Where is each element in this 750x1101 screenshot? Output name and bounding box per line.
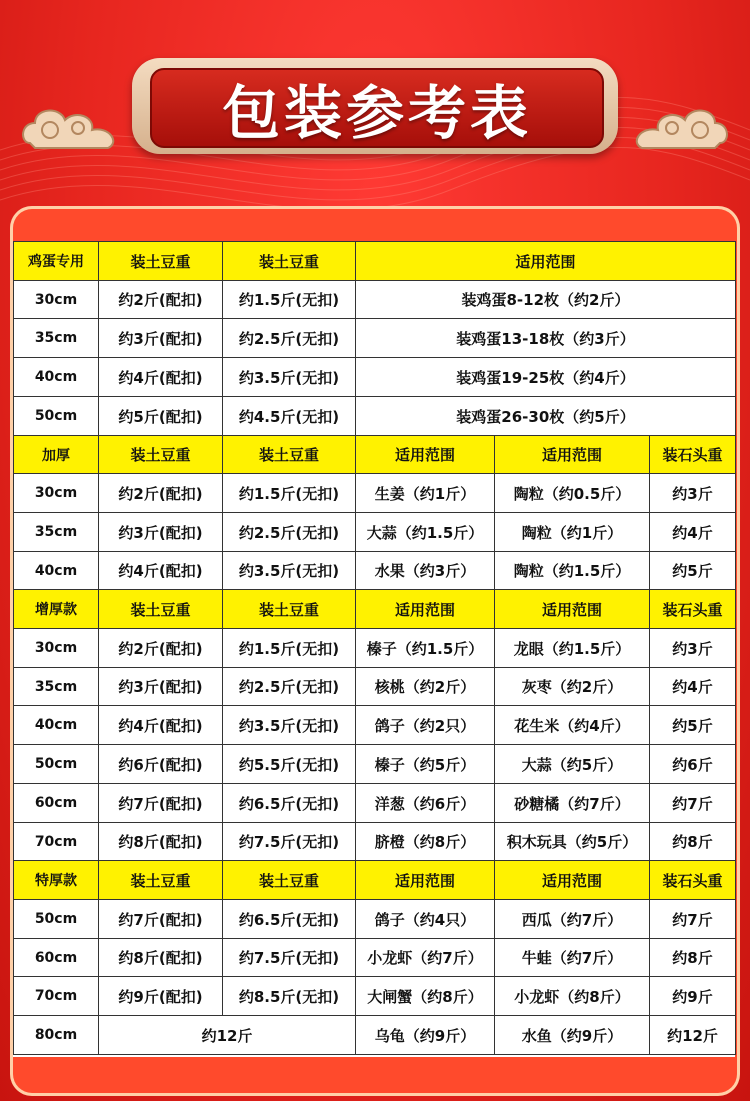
table-cell: 约3斤: [649, 473, 736, 513]
table-cell: 约4斤(配扣): [98, 705, 223, 745]
table-cell: 鸽子（约2只）: [355, 705, 495, 745]
table-cell: 80cm: [13, 1015, 99, 1055]
table-cell: 35cm: [13, 667, 99, 706]
title-banner: [20, 48, 730, 168]
table-cell: 约7斤(配扣): [98, 899, 223, 939]
table-cell: 核桃（约2斤）: [355, 667, 495, 706]
table-cell: 陶粒（约1斤）: [494, 512, 650, 552]
table-cell: 约2.5斤(无扣): [222, 318, 356, 358]
table-cell: 约2.5斤(无扣): [222, 667, 356, 706]
table-cell: 西瓜（约7斤）: [494, 899, 650, 939]
table-header-cell: 适用范围: [355, 241, 736, 281]
table-cell: 约8斤: [649, 822, 736, 861]
table-cell: 约2斤(配扣): [98, 473, 223, 513]
table-cell: 35cm: [13, 318, 99, 358]
table-cell: 约4斤: [649, 667, 736, 706]
table-cell: 约3斤(配扣): [98, 318, 223, 358]
table-cell: 牛蛙（约7斤）: [494, 938, 650, 977]
table-header-cell: 适用范围: [355, 860, 495, 900]
table-header-cell: 适用范围: [494, 435, 650, 474]
table-cell: 约1.5斤(无扣): [222, 473, 356, 513]
table-cell: 约8.5斤(无扣): [222, 976, 356, 1016]
table-cell: 龙眼（约1.5斤）: [494, 628, 650, 668]
table-header-cell: 装土豆重: [98, 589, 223, 629]
auspicious-cloud-icon: [20, 98, 140, 158]
table-cell: 约3斤: [649, 628, 736, 668]
table-cell: 脐橙（约8斤）: [355, 822, 495, 861]
table-cell: 约3斤(配扣): [98, 667, 223, 706]
table-cell: 约5斤: [649, 705, 736, 745]
table-cell: 鸽子（约4只）: [355, 899, 495, 939]
table-header-cell: 装土豆重: [222, 860, 356, 900]
table-cell: 约2斤(配扣): [98, 628, 223, 668]
table-cell: 约6斤: [649, 744, 736, 784]
table-cell: 装鸡蛋8-12枚（约2斤）: [355, 280, 736, 319]
table-cell: 约5.5斤(无扣): [222, 744, 356, 784]
table-cell: 30cm: [13, 473, 99, 513]
table-cell: 约4斤: [649, 512, 736, 552]
table-cell: 生姜（约1斤）: [355, 473, 495, 513]
table-cell: 约8斤(配扣): [98, 938, 223, 977]
table-cell: 约8斤(配扣): [98, 822, 223, 861]
table-header-cell: 适用范围: [355, 435, 495, 474]
table-cell: 灰枣（约2斤）: [494, 667, 650, 706]
table-header-cell: 加厚: [13, 435, 99, 474]
table-cell: 约3.5斤(无扣): [222, 551, 356, 590]
table-header-cell: 装土豆重: [222, 241, 356, 281]
table-cell: 小龙虾（约8斤）: [494, 976, 650, 1016]
table-cell: 60cm: [13, 783, 99, 823]
table-cell: 大蒜（约5斤）: [494, 744, 650, 784]
table-cell: 约2斤(配扣): [98, 280, 223, 319]
table-cell: 约4斤(配扣): [98, 357, 223, 397]
table-cell: 约3斤(配扣): [98, 512, 223, 552]
table-header-cell: 装土豆重: [222, 589, 356, 629]
table-cell: 陶粒（约0.5斤）: [494, 473, 650, 513]
packaging-table: [13, 241, 735, 1057]
table-cell: 榛子（约1.5斤）: [355, 628, 495, 668]
table-cell: 约6.5斤(无扣): [222, 899, 356, 939]
table-cell: 60cm: [13, 938, 99, 977]
table-cell: 50cm: [13, 899, 99, 939]
table-cell: 装鸡蛋26-30枚（约5斤）: [355, 396, 736, 436]
table-cell: 50cm: [13, 744, 99, 784]
table-cell: 水鱼（约9斤）: [494, 1015, 650, 1055]
table-header-cell: 适用范围: [494, 860, 650, 900]
table-cell: 约4斤(配扣): [98, 551, 223, 590]
table-cell: 约7.5斤(无扣): [222, 822, 356, 861]
table-cell: 约12斤: [98, 1015, 356, 1055]
table-cell: 约9斤(配扣): [98, 976, 223, 1016]
table-cell: 约1.5斤(无扣): [222, 280, 356, 319]
table-cell: 40cm: [13, 357, 99, 397]
table-cell: 约4.5斤(无扣): [222, 396, 356, 436]
table-header-cell: 增厚款: [13, 589, 99, 629]
table-header-cell: 装石头重: [649, 860, 736, 900]
table-cell: 30cm: [13, 280, 99, 319]
table-header-cell: 装土豆重: [98, 860, 223, 900]
table-cell: 约5斤(配扣): [98, 396, 223, 436]
table-cell: 花生米（约4斤）: [494, 705, 650, 745]
table-cell: 约6.5斤(无扣): [222, 783, 356, 823]
table-cell: 约9斤: [649, 976, 736, 1016]
table-cell: 35cm: [13, 512, 99, 552]
table-cell: 约12斤: [649, 1015, 736, 1055]
table-cell: 40cm: [13, 551, 99, 590]
table-cell: 约5斤: [649, 551, 736, 590]
table-cell: 装鸡蛋19-25枚（约4斤）: [355, 357, 736, 397]
table-header-cell: 装石头重: [649, 435, 736, 474]
table-cell: 水果（约3斤）: [355, 551, 495, 590]
table-cell: 约7.5斤(无扣): [222, 938, 356, 977]
table-header-cell: 装石头重: [649, 589, 736, 629]
table-cell: 榛子（约5斤）: [355, 744, 495, 784]
table-cell: 约7斤(配扣): [98, 783, 223, 823]
table-cell: 约8斤: [649, 938, 736, 977]
table-header-cell: 适用范围: [355, 589, 495, 629]
table-cell: 约1.5斤(无扣): [222, 628, 356, 668]
table-cell: 约7斤: [649, 899, 736, 939]
table-cell: 70cm: [13, 976, 99, 1016]
table-header-cell: 适用范围: [494, 589, 650, 629]
table-header-cell: 装土豆重: [98, 435, 223, 474]
table-cell: 70cm: [13, 822, 99, 861]
auspicious-cloud-icon: [610, 98, 730, 158]
table-cell: 30cm: [13, 628, 99, 668]
table-cell: 小龙虾（约7斤）: [355, 938, 495, 977]
table-cell: 乌龟（约9斤）: [355, 1015, 495, 1055]
table-cell: 50cm: [13, 396, 99, 436]
table-cell: 装鸡蛋13-18枚（约3斤）: [355, 318, 736, 358]
table-header-cell: 装土豆重: [98, 241, 223, 281]
table-header-cell: 装土豆重: [222, 435, 356, 474]
table-cell: 约7斤: [649, 783, 736, 823]
table-cell: 约3.5斤(无扣): [222, 357, 356, 397]
table-cell: 陶粒（约1.5斤）: [494, 551, 650, 590]
table-cell: 约2.5斤(无扣): [222, 512, 356, 552]
table-cell: 砂糖橘（约7斤）: [494, 783, 650, 823]
table-header-cell: 鸡蛋专用: [13, 241, 99, 281]
table-cell: 约6斤(配扣): [98, 744, 223, 784]
page-title: 包装参考表: [221, 79, 532, 147]
table-header-cell: 特厚款: [13, 860, 99, 900]
table-cell: 积木玩具（约5斤）: [494, 822, 650, 861]
table-cell: 约3.5斤(无扣): [222, 705, 356, 745]
table-cell: 大蒜（约1.5斤）: [355, 512, 495, 552]
table-cell: 40cm: [13, 705, 99, 745]
table-cell: 大闸蟹（约8斤）: [355, 976, 495, 1016]
table-cell: 洋葱（约6斤）: [355, 783, 495, 823]
